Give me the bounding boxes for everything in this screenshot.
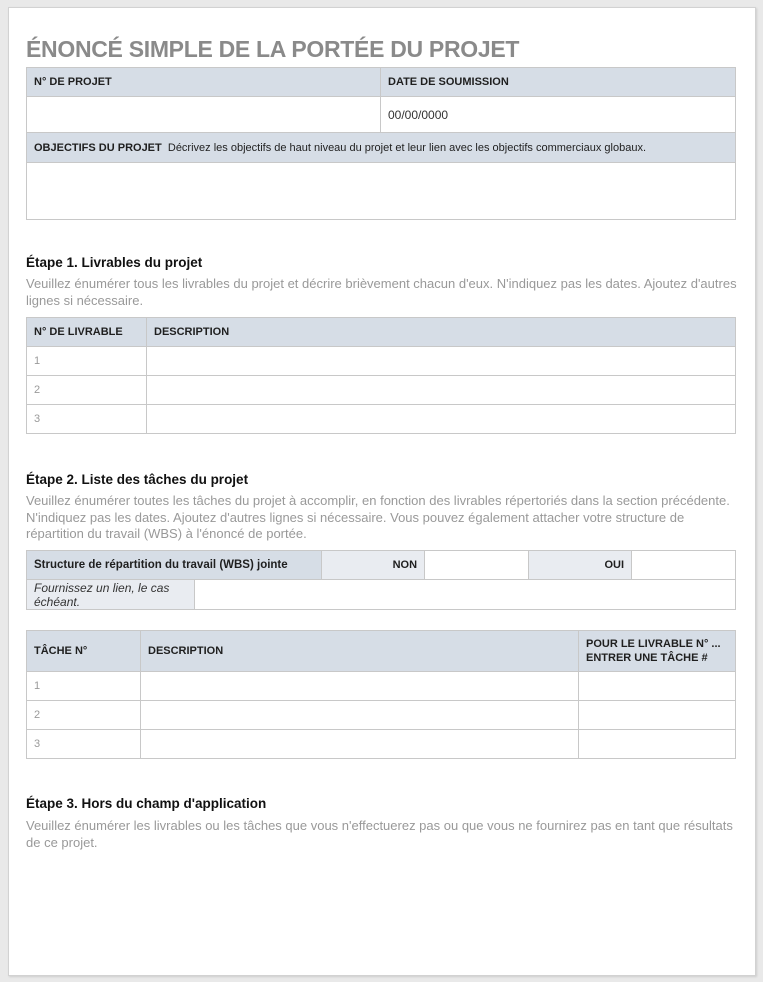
wbs-link-field[interactable] xyxy=(195,580,736,610)
task-number: 3 xyxy=(27,730,141,759)
objectives-label: OBJECTIFS DU PROJET xyxy=(34,141,162,154)
step1-description: Veuillez énumérer tous les livrables du projet et décrire brièvement chacun d'eux. N'indiquez pas les dates. Ajoutez d'autres lignes si nécessaire. xyxy=(26,276,737,308)
deliverable-row xyxy=(27,405,736,434)
project-info-table xyxy=(26,67,736,220)
deliverable-row xyxy=(27,347,736,376)
task-description-field[interactable] xyxy=(141,730,579,759)
deliverable-description-header: DESCRIPTION xyxy=(147,318,736,347)
step2-title: Étape 2. Liste des tâches du projet xyxy=(26,472,249,487)
deliverable-number-header: N° DE LIVRABLE xyxy=(27,318,147,347)
task-description-field[interactable] xyxy=(141,672,579,701)
task-description-header: DESCRIPTION xyxy=(141,631,579,672)
document-page xyxy=(8,7,756,976)
wbs-no-field[interactable] xyxy=(425,551,529,580)
submission-date-field[interactable]: 00/00/0000 xyxy=(381,97,736,133)
objectives-field[interactable] xyxy=(27,163,736,220)
task-number: 1 xyxy=(27,672,141,701)
deliverable-number: 3 xyxy=(27,405,147,434)
task-description-field[interactable] xyxy=(141,701,579,730)
step2-description: Veuillez énumérer toutes les tâches du projet à accomplir, en fonction des livrables répertoriés dans la section précédente. N'indiquez pas les dates. Ajoutez d'autres lignes si nécessaire. Vous pouvez également attacher votre structure de répartition du travail (WBS) à l'énoncé de portée. xyxy=(26,493,730,541)
project-number-field[interactable] xyxy=(27,97,381,133)
objectives-header xyxy=(27,133,736,163)
wbs-yes-field[interactable] xyxy=(632,551,736,580)
task-number: 2 xyxy=(27,701,141,730)
task-deliverable-field[interactable] xyxy=(579,730,736,759)
deliverable-description-field[interactable] xyxy=(147,347,736,376)
deliverable-description-field[interactable] xyxy=(147,405,736,434)
document-title: ÉNONCÉ SIMPLE DE LA PORTÉE DU PROJET xyxy=(26,36,520,62)
wbs-attached-label: Structure de répartition du travail (WBS) jointe xyxy=(27,551,322,580)
wbs-yes-label: OUI xyxy=(529,551,632,580)
tasks-table xyxy=(26,630,736,759)
wbs-link-hint: Fournissez un lien, le cas échéant. xyxy=(27,580,195,610)
project-number-header: N° DE PROJET xyxy=(27,68,381,97)
task-number-header: TÂCHE N° xyxy=(27,631,141,672)
wbs-table xyxy=(26,550,736,610)
deliverable-number: 1 xyxy=(27,347,147,376)
deliverables-table xyxy=(26,317,736,434)
task-deliverable-field[interactable] xyxy=(579,701,736,730)
objectives-hint: Décrivez les objectifs de haut niveau du projet et leur lien avec les objectifs commerciaux globaux. xyxy=(167,141,647,154)
task-deliverable-header: POUR LE LIVRABLE N° ... ENTRER UNE TÂCHE # xyxy=(579,631,736,672)
step1-title: Étape 1. Livrables du projet xyxy=(26,255,203,270)
task-row xyxy=(27,672,736,701)
task-deliverable-field[interactable] xyxy=(579,672,736,701)
deliverable-number: 2 xyxy=(27,376,147,405)
submission-date-header: DATE DE SOUMISSION xyxy=(381,68,736,97)
task-row xyxy=(27,701,736,730)
step3-title: Étape 3. Hors du champ d'application xyxy=(26,796,267,811)
step3-description: Veuillez énumérer les livrables ou les tâches que vous n'effectuerez pas ou que vous ne fournirez pas en tant que résultats de ce projet. xyxy=(26,818,733,850)
wbs-no-label: NON xyxy=(322,551,425,580)
deliverable-description-field[interactable] xyxy=(147,376,736,405)
task-row xyxy=(27,730,736,759)
deliverable-row xyxy=(27,376,736,405)
